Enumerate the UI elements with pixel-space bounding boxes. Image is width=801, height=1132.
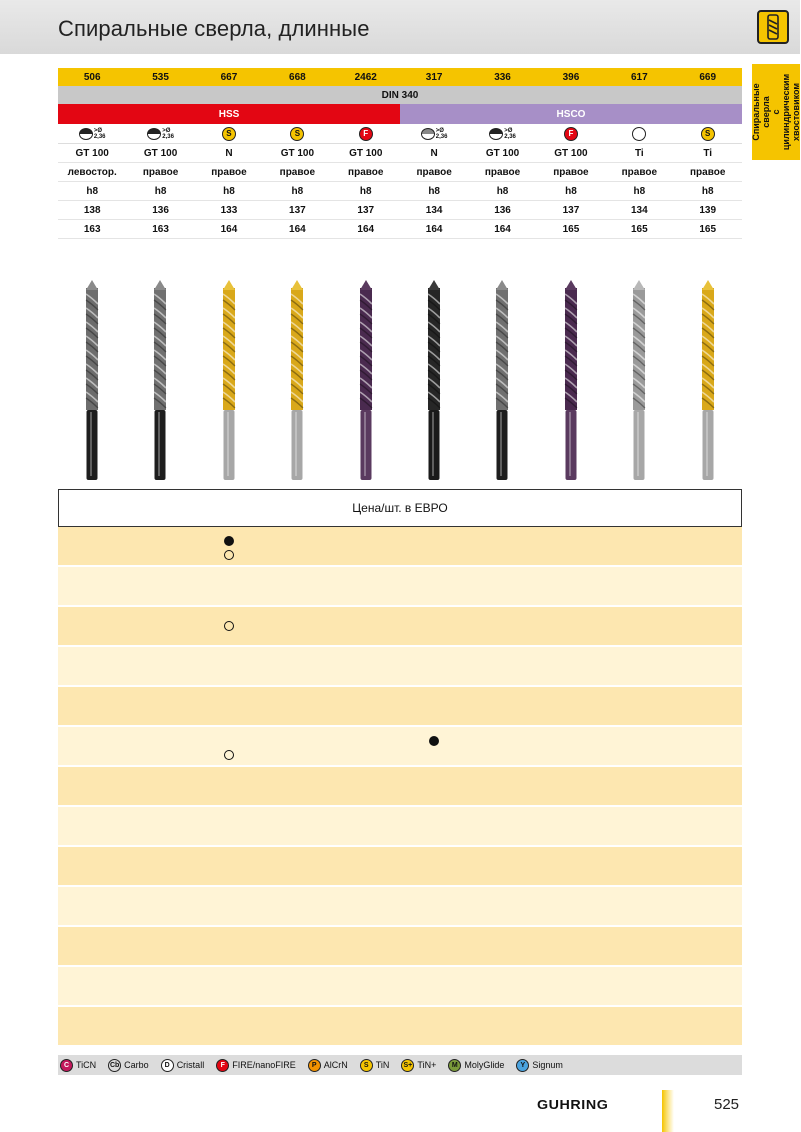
page-ref-b-cell: 163 [152, 223, 169, 235]
legend-item [216, 1059, 296, 1072]
row-grades [58, 144, 742, 163]
coating-symbol-cell [126, 124, 194, 143]
tin-coating-icon: S [701, 127, 715, 141]
coating-badge-icon: P [308, 1059, 321, 1072]
diameter-threshold: >Ø 2,36 [162, 127, 174, 140]
legend-item [308, 1059, 348, 1072]
coating-badge-icon: Y [516, 1059, 529, 1072]
row-page-a [58, 201, 742, 220]
row-tolerance [58, 182, 742, 201]
page-ref-b-cell: 164 [494, 223, 511, 235]
rotation-cell: правое [416, 166, 452, 178]
legend-item [108, 1059, 149, 1072]
grade-cell: Ti [634, 147, 644, 159]
rotation-cell: правое [621, 166, 658, 178]
drill-image [674, 280, 742, 485]
page-ref-b-cell: 164 [357, 223, 375, 235]
coating-badge-icon: C [60, 1059, 73, 1072]
uncoated-icon [632, 127, 646, 141]
fire-coating-icon: F [564, 127, 578, 141]
tin-coating-icon: S [290, 127, 304, 141]
stock-item-dot [429, 736, 439, 746]
article-code-cell: 336 [494, 71, 511, 83]
page-ref-b-cell: 165 [562, 223, 580, 235]
coating-badge-icon: S [360, 1059, 373, 1072]
half-coated-icon [421, 128, 435, 140]
drill-image [126, 280, 194, 485]
rotation-cell: правое [348, 166, 384, 178]
coating-symbol-cell [195, 124, 263, 143]
tolerance-cell: h8 [565, 185, 577, 197]
coating-badge-icon: M [448, 1059, 461, 1072]
coating-symbol-cell [58, 124, 126, 143]
article-code-cell: 535 [152, 71, 169, 83]
page-ref-b-cell: 164 [425, 223, 443, 235]
spec-table [58, 68, 742, 239]
price-row [58, 607, 742, 647]
on-request-dot [224, 621, 234, 631]
coating-badge-icon: F [216, 1059, 229, 1072]
point-coating-icon [421, 128, 448, 140]
footer-accent-bar [662, 1090, 674, 1132]
point-coating-icon [79, 128, 106, 140]
rotation-cell: левостор. [67, 166, 117, 178]
grade-cell: GT 100 [349, 147, 383, 159]
page-ref-a-cell: 136 [494, 204, 511, 216]
drill-image [58, 280, 126, 485]
diameter-threshold: >Ø 2,36 [504, 127, 516, 140]
tolerance-cell: h8 [223, 185, 235, 197]
row-page-b [58, 220, 742, 239]
price-row [58, 567, 742, 607]
coating-badge-icon: S+ [401, 1059, 414, 1072]
drill-image [195, 280, 263, 485]
tolerance-cell: h8 [359, 185, 372, 197]
page-ref-a-cell: 137 [289, 204, 306, 216]
point-coating-icon [147, 128, 174, 140]
drill-icon [757, 10, 789, 44]
page-ref-a-cell: 138 [83, 204, 101, 216]
grade-cell: Ti [703, 147, 713, 159]
page-ref-a-cell: 136 [152, 204, 169, 216]
row-coating-symbols [58, 124, 742, 144]
page-ref-a-cell: 137 [357, 204, 375, 216]
rotation-cell: правое [142, 166, 179, 178]
legend-item [161, 1059, 205, 1072]
legend-item [516, 1059, 563, 1072]
coating-symbol-cell [605, 124, 673, 143]
grade-cell: GT 100 [554, 147, 588, 159]
price-row [58, 887, 742, 927]
drill-images [58, 280, 742, 485]
legend-item [360, 1059, 390, 1072]
legend-label: Cristall [176, 1060, 205, 1070]
page-ref-a-cell: 133 [220, 204, 238, 216]
side-tab-label: Спиральные сверла с цилиндрическим хвостовиком [751, 73, 801, 151]
half-coated-icon [489, 128, 503, 140]
grade-cell: GT 100 [485, 147, 520, 159]
page-ref-a-cell: 134 [630, 204, 648, 216]
price-header-label: Цена/шт. в ЕВРО [352, 501, 448, 515]
header-band [0, 0, 800, 54]
price-rows [58, 527, 742, 1047]
coating-badge-icon: Cb [108, 1059, 121, 1072]
coating-symbol-cell [332, 124, 400, 143]
rotation-cell: правое [211, 166, 247, 178]
coating-badge-icon: D [161, 1059, 174, 1072]
article-code-cell: 2462 [354, 71, 377, 83]
row-article-codes [58, 68, 742, 86]
coating-symbol-cell [674, 124, 742, 143]
grade-cell: GT 100 [143, 147, 178, 159]
tolerance-cell: h8 [633, 185, 646, 197]
page-ref-b-cell: 165 [699, 223, 717, 235]
stock-item-dot [224, 536, 234, 546]
tolerance-cell: h8 [428, 185, 440, 197]
on-request-dot [224, 750, 234, 760]
page-ref-a-cell: 139 [699, 204, 717, 216]
din-label: DIN 340 [381, 89, 419, 101]
drill-image [468, 280, 536, 485]
drill-image [537, 280, 605, 485]
section-side-tab[interactable] [752, 64, 800, 160]
coating-symbol-cell [468, 124, 536, 143]
page-ref-b-cell: 163 [83, 223, 101, 235]
price-row [58, 647, 742, 687]
price-row [58, 807, 742, 847]
legend-item [60, 1059, 96, 1072]
article-code-cell: 317 [425, 71, 443, 83]
brand-logo: GUHRING [537, 1097, 609, 1112]
article-code-cell: 667 [220, 71, 238, 83]
legend-label: MolyGlide [464, 1060, 505, 1070]
material-hss: HSS [58, 104, 400, 124]
coating-symbol-cell [263, 124, 331, 143]
page-ref-b-cell: 164 [220, 223, 238, 235]
page-ref-b-cell: 165 [630, 223, 648, 235]
legend-label: FIRE/nanoFIRE [232, 1060, 296, 1070]
rotation-cell: правое [690, 166, 726, 178]
legend-item [401, 1059, 436, 1072]
grade-cell: GT 100 [280, 147, 315, 159]
page-ref-a-cell: 137 [562, 204, 580, 216]
tolerance-cell: h8 [701, 185, 714, 197]
price-row [58, 767, 742, 807]
legend-label: TiN [375, 1060, 390, 1070]
page-ref-a-cell: 134 [425, 204, 443, 216]
coating-symbol-cell [400, 124, 468, 143]
on-request-dot [224, 550, 234, 560]
article-code-cell: 506 [83, 71, 101, 83]
tolerance-cell: h8 [86, 185, 99, 197]
rotation-cell: правое [484, 166, 521, 178]
drill-image [332, 280, 400, 485]
price-row [58, 927, 742, 967]
half-coated-icon [79, 128, 93, 140]
rotation-cell: правое [553, 166, 589, 178]
price-row [58, 847, 742, 887]
price-header [58, 489, 742, 527]
article-code-cell: 669 [699, 71, 717, 83]
price-row [58, 527, 742, 567]
row-din [58, 86, 742, 104]
coating-legend [58, 1055, 742, 1075]
tin-coating-icon: S [222, 127, 236, 141]
point-coating-icon [489, 128, 516, 140]
grade-cell: GT 100 [75, 147, 109, 159]
article-code-cell: 617 [630, 71, 648, 83]
page-ref-b-cell: 164 [289, 223, 306, 235]
legend-label: Carbo [124, 1060, 149, 1070]
price-row [58, 727, 742, 767]
legend-label: TiCN [76, 1060, 97, 1070]
diameter-threshold: >Ø 2,36 [435, 127, 448, 140]
page-number: 525 [714, 1096, 740, 1113]
tolerance-cell: h8 [496, 185, 509, 197]
grade-cell: N [225, 147, 233, 159]
half-coated-icon [147, 128, 161, 140]
legend-label: TiN+ [417, 1060, 437, 1070]
article-code-cell: 668 [289, 71, 306, 83]
legend-label: AlCrN [323, 1060, 348, 1070]
article-code-cell: 396 [562, 71, 580, 83]
row-rotation [58, 163, 742, 182]
price-row [58, 967, 742, 1007]
coating-symbol-cell [537, 124, 605, 143]
tolerance-cell: h8 [291, 185, 304, 197]
grade-cell: N [430, 147, 438, 159]
legend-label: Signum [532, 1060, 563, 1070]
tolerance-cell: h8 [154, 185, 167, 197]
drill-image [263, 280, 331, 485]
material-hsco: HSCO [400, 104, 742, 124]
drill-image [400, 280, 468, 485]
diameter-threshold: >Ø 2,36 [93, 127, 106, 140]
price-row [58, 687, 742, 727]
fire-coating-icon: F [359, 127, 373, 141]
drill-image [605, 280, 673, 485]
price-row [58, 1007, 742, 1047]
legend-item [448, 1059, 504, 1072]
page-title: Спиральные сверла, длинные [58, 16, 370, 41]
rotation-cell: правое [279, 166, 316, 178]
row-material [58, 104, 742, 124]
